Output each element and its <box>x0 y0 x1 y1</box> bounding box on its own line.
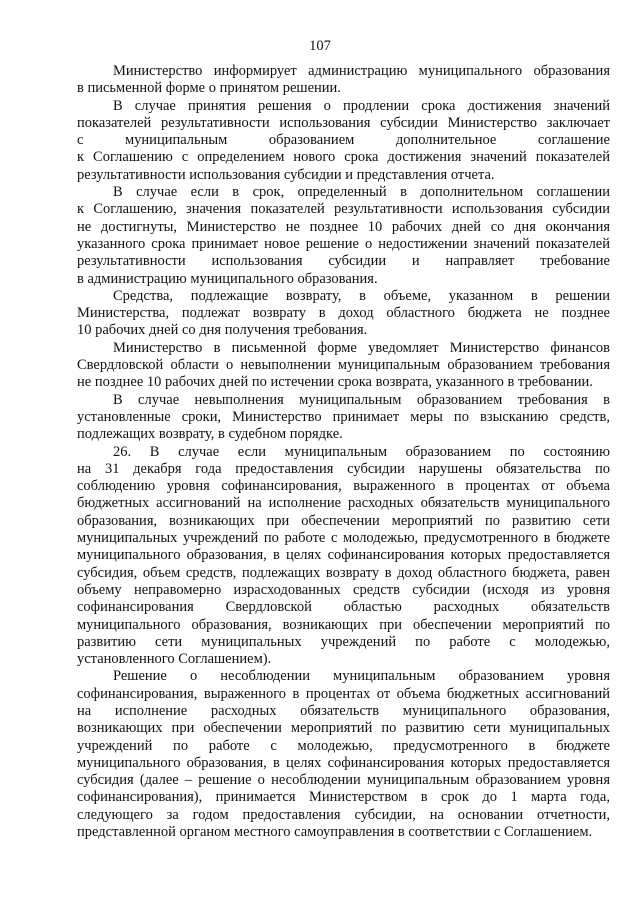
text-line: образования, возникающих при обеспечении мероприятий по развитию сети <box>77 512 610 529</box>
text-line: муниципального образования, в целях софинансирования которых предоставляется <box>77 547 610 564</box>
text-line: возникающих при обеспечении мероприятий по развитию сети муниципальных <box>77 720 610 737</box>
text-line: муниципального образования, в целях софинансирования которых предоставляется <box>77 754 610 771</box>
text-line: субсидия (далее – решение о несоблюдении муниципальным образованием уровня <box>77 772 610 789</box>
paragraph <box>77 288 610 340</box>
text-line: субсидия, объем средств, подлежащих возврату в доход областного бюджета, равен <box>77 564 610 581</box>
text-line: установленные сроки, Министерство принимает меры по взысканию средств, <box>77 408 610 425</box>
text-line: объему неправомерно израсходованных средств субсидии (исходя из уровня <box>77 581 610 598</box>
paragraph <box>77 444 610 669</box>
paragraph <box>77 63 610 98</box>
text-line: Решение о несоблюдении муниципальным образованием уровня <box>113 668 610 685</box>
text-line: софинансирования), принимается Министерством в срок до 1 марта года, <box>77 789 610 806</box>
text-line: представленной органом местного самоуправления в соответствии с Соглашением. <box>77 824 593 841</box>
text-line: не позднее 10 рабочих дней по истечении срока возврата, указанного в требовании. <box>77 374 593 391</box>
text-line: Министерства, подлежат возврату в доход областного бюджета не позднее <box>77 305 610 322</box>
text-line: соблюдению уровня софинансирования, выраженного в процентах от объема <box>77 478 610 495</box>
text-line: результативности использования субсидии и представления отчета. <box>77 166 495 183</box>
text-line: на исполнение расходных обязательств муниципального образования, <box>77 702 610 719</box>
text-line: Средства, подлежащие возврату, в объеме, указанном в решении <box>113 287 610 304</box>
text-line: софинансирования, выраженного в процентах от объема бюджетных ассигнований <box>77 685 610 702</box>
paragraph <box>77 340 610 392</box>
text-line: в письменной форме о принятом решении. <box>77 80 341 97</box>
text-line: в администрацию муниципального образования. <box>77 270 378 287</box>
text-line: муниципальных учреждений по работе с молодежью, предусмотренного в бюджете <box>77 530 610 547</box>
text-line: следующего за годом предоставления субсидии, на основании отчетности, <box>77 806 610 823</box>
text-line: учреждений по работе с молодежью, предусмотренного в бюджете <box>77 737 610 754</box>
text-line: Министерство информирует администрацию муниципального образования <box>113 63 610 79</box>
paragraph <box>77 392 610 444</box>
text-line: 26. В случае если муниципальным образованием по состоянию <box>113 443 610 460</box>
paragraph <box>77 98 610 184</box>
text-line: Свердловской области о невыполнении муниципальным образованием требования <box>77 357 610 374</box>
document-body <box>77 63 610 841</box>
text-line: В случае принятия решения о продлении срока достижения значений <box>113 97 610 114</box>
text-line: Министерство в письменной форме уведомляет Министерство финансов <box>113 339 610 356</box>
text-line: к Соглашению с определением нового срока достижения значений показателей <box>77 149 610 166</box>
text-line: В случае если в срок, определенный в дополнительном соглашении <box>113 184 610 201</box>
text-line: результативности использования субсидии и направляет требование <box>77 253 610 270</box>
text-line: показателей результативности использования субсидии Министерство заключает <box>77 114 610 131</box>
text-line: к Соглашению, значения показателей результативности использования субсидии <box>77 201 610 218</box>
text-line: указанного срока принимает новое решение о недостижении значений показателей <box>77 235 610 252</box>
text-line: не достигнуты, Министерство не позднее 10 рабочих дней со дня окончания <box>77 218 610 235</box>
text-line: В случае невыполнения муниципальным образованием требования в <box>113 391 610 408</box>
paragraph <box>77 668 610 841</box>
text-line: с муниципальным образованием дополнительное соглашение <box>77 132 610 149</box>
text-line: софинансирования Свердловской областью расходных обязательств <box>77 599 610 616</box>
text-line: установленного Соглашением). <box>77 651 272 668</box>
text-line: развитию сети муниципальных учреждений по работе с молодежью, <box>77 633 610 650</box>
paragraph <box>77 184 610 288</box>
text-line: бюджетных ассигнований на исполнение расходных обязательств муниципального <box>77 495 610 512</box>
page-number: 107 <box>309 38 331 54</box>
text-line: подлежащих возврату, в судебном порядке. <box>77 426 343 443</box>
text-line: 10 рабочих дней со дня получения требования. <box>77 322 368 339</box>
text-line: муниципального образования, возникающих при обеспечении мероприятий по <box>77 616 610 633</box>
text-line: на 31 декабря года предоставления субсидии нарушены обязательства по <box>77 460 610 477</box>
